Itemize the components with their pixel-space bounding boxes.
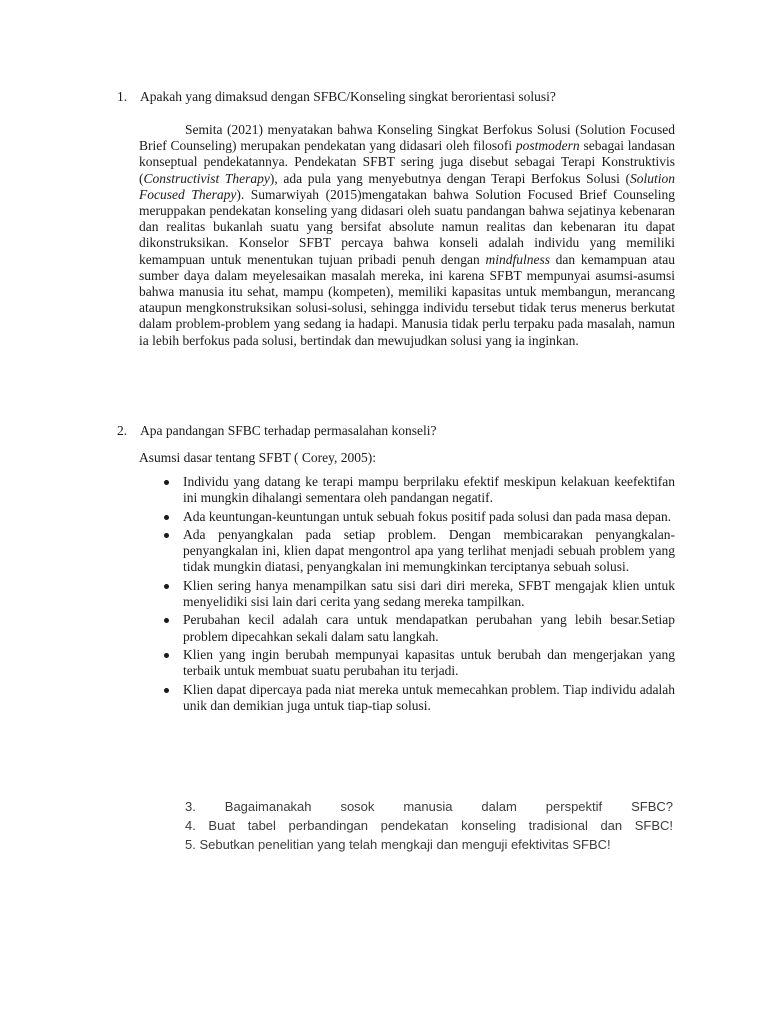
question-1-text: Apakah yang dimaksud dengan SFBC/Konseling singkat berorientasi solusi?	[140, 89, 556, 104]
remaining-questions	[185, 797, 673, 854]
list-item	[139, 474, 675, 507]
bullet-icon	[164, 688, 169, 693]
list-item-text: Klien sering hanya menampilkan satu sisi dari diri mereka, SFBT mengajak klien untuk menyelidiki sisi lain dari cerita yang sedang mereka tampilkan.	[183, 577, 675, 610]
bullet-icon	[164, 653, 169, 658]
list-item	[139, 527, 675, 576]
bullet-icon	[164, 515, 169, 520]
list-item	[139, 509, 675, 525]
question-2	[117, 422, 677, 439]
answer-1-seg-italic: mindfulness	[485, 251, 550, 267]
bullet-icon	[164, 618, 169, 623]
list-item	[139, 612, 675, 645]
list-item	[139, 682, 675, 715]
question-5: 5. Sebutkan penelitian yang telah mengkaji dan menguji efektivitas SFBC!	[185, 837, 611, 852]
question-4: 4. Buat tabel perbandingan pendekatan konseling tradisional dan SFBC!	[185, 818, 673, 833]
list-item	[139, 647, 675, 680]
question-2-text: Apa pandangan SFBC terhadap permasalahan konseli?	[140, 423, 437, 438]
answer-1-seg: ), ada pula yang menyebutnya dengan Terapi Berfokus Solusi (	[269, 170, 630, 186]
answer-1-seg-italic: Constructivist Therapy	[143, 170, 270, 186]
answer-1-seg: dan kemampuan atau sumber daya dalam meyelesaikan masalah mereka, ini karena SFBT mempunyai asumsi-asumsi bahwa manusia itu sehat, mampu (kompeten), memiliki kapasitas untuk membangun, merancang ataupun mengkonstruksikan solusi-solusi, sehingga individu tersebut tidak terus menerus berkutat dalam problem-problem yang sedang ia hadapi. Manusia tidak perlu terpaku pada masalah, namun ia lebih berfokus pada solusi, bertindak dan mewujudkan solusi yang ia inginkan.	[139, 251, 675, 348]
answer-1-seg: sebagai landasan konseptual pendekatannya. Pendekatan SFBT sering juga disebut sebagai Terapi Konstruktivis (	[139, 138, 675, 186]
answer-1-seg-italic: Solution Focused Therapy	[139, 170, 676, 202]
question-2-number: 2.	[117, 423, 128, 438]
assumption-list	[139, 474, 675, 716]
answer-2-intro: Asumsi dasar tentang SFBT ( Corey, 2005):	[139, 450, 376, 465]
list-item-text: Ada keuntungan-keuntungan untuk sebuah fokus positif pada solusi dan pada masa depan.	[183, 508, 672, 524]
list-item-text: Perubahan kecil adalah cara untuk mendapatkan perubahan yang lebih besar.Setiap problem dipecahkan sekali dalam satu langkah.	[183, 612, 675, 644]
answer-1-paragraph	[139, 122, 675, 349]
question-1	[117, 88, 677, 105]
bullet-icon	[164, 533, 169, 538]
bullet-icon	[164, 584, 169, 589]
list-item-text: Ada penyangkalan pada setiap problem. Dengan membicarakan penyangkalan-penyangkalan ini, klien dapat mengontrol apa yang terlihat menjadi sebuah problem yang tidak mungkin diatasi, penyangkalan ini memungkinkan terciptanya sebuah solusi.	[183, 526, 675, 575]
answer-1-seg: ). Sumarwiyah (2015)mengatakan bahwa Solution Focused Brief Counseling meruppakan pendekatan konseling yang didasari oleh suatu pandangan bahwa sejatinya kebenaran dan realitas bukanlah suatu yang bersifat absolute namun realitas dan kebenaran itu dapat dikonstruksikan. Konselor SFBT percaya bahwa konseli adalah individu yang memiliki kemampuan untuk menentukan tujuan pribadi penuh dengan	[139, 186, 675, 267]
list-item-text: Klien yang ingin berubah mempunyai kapasitas untuk berubah dan mengerjakan yang terbaik untuk membuat suatu perubahan itu terjadi.	[183, 646, 675, 679]
question-1-number: 1.	[117, 89, 128, 104]
answer-1-seg: Semita (2021) menyatakan bahwa Konseling Singkat Berfokus Solusi (Solution Focused Brief Counseling) merupakan pendekatan yang didasari oleh filosofi	[139, 122, 675, 154]
bullet-icon	[164, 480, 169, 485]
answer-1-seg-italic: postmodern	[515, 138, 580, 154]
list-item-text: Individu yang datang ke terapi mampu berprilaku efektif meskipun kelakuan keefektifan ini mungkin dihalangi sementara oleh pandangan negatif.	[183, 474, 675, 506]
list-item-text: Klien dapat dipercaya pada niat mereka untuk memecahkan problem. Tiap individu adalah unik dan demikian juga untuk tiap-tiap solusi.	[183, 681, 675, 713]
list-item	[139, 578, 675, 611]
question-3: 3. Bagaimanakah sosok manusia dalam perspektif SFBC?	[185, 799, 673, 814]
